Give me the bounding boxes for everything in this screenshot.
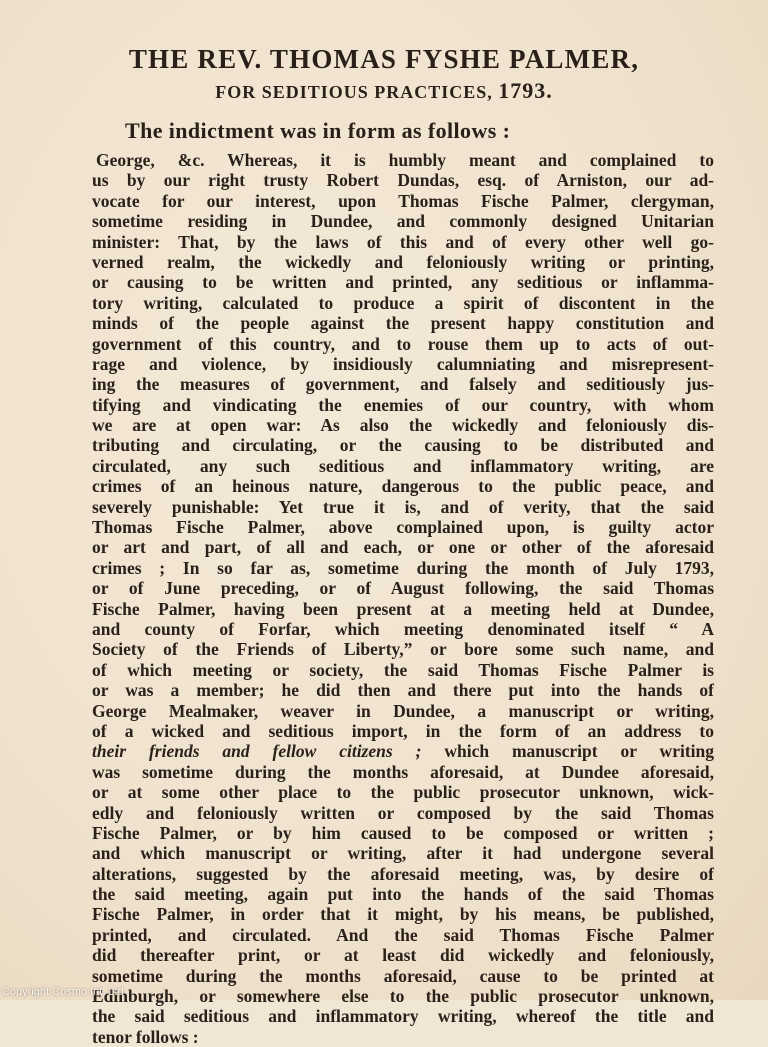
text-line: tenor follows : <box>92 1026 199 1047</box>
page-title: THE REV. THOMAS FYSHE PALMER, <box>128 44 640 74</box>
text-line: the said meeting, again put into the hands of the said Thomas <box>92 884 714 905</box>
text-line: and which manuscript or writing, after it had undergone several <box>92 843 714 864</box>
text-line: alterations, suggested by the aforesaid meeting, was, by desire of <box>92 863 714 884</box>
page-subtitle <box>0 78 768 104</box>
text-line: or of June preceding, or of August following, the said Thomas <box>92 578 714 599</box>
text-line: crimes ; In so far as, sometime during the month of July 1793, <box>92 557 714 578</box>
text-line: minister: That, by the laws of this and of every other well go- <box>92 231 714 252</box>
indictment-body <box>92 150 714 1047</box>
text-line: of a wicked and seditious import, in the form of an address to <box>92 720 714 741</box>
text-line: George Mealmaker, weaver in Dundee, a manuscript or writing, <box>92 700 714 721</box>
text-line: or causing to be written and printed, any seditious or inflamma- <box>92 272 714 293</box>
text-line: verned realm, the wickedly and feloniously writing or printing, <box>92 251 714 272</box>
text-line: crimes of an heinous nature, dangerous to the public peace, and <box>92 476 714 497</box>
text-line: circulated, any such seditious and inflammatory writing, are <box>92 455 714 476</box>
text-line: Fische Palmer, or by him caused to be composed or written ; <box>92 822 714 843</box>
text-line: did thereafter print, or at least did wickedly and feloniously, <box>92 945 714 966</box>
text-line: edly and feloniously written or composed by the said Thomas <box>92 802 714 823</box>
text-line: we are at open war: As also the wickedly and feloniously dis- <box>92 415 714 436</box>
text-line: government of this country, and to rouse them up to acts of out- <box>92 333 714 354</box>
text-line: was sometime during the months aforesaid, at Dundee aforesaid, <box>92 761 714 782</box>
subtitle-text: FOR SEDITIOUS PRACTICES, <box>215 82 499 102</box>
italic-phrase: their friends and fellow citizens ; <box>92 741 422 762</box>
text-line: and county of Forfar, which meeting denominated itself “ A <box>92 618 714 639</box>
text-line: or was a member; he did then and there put into the hands of <box>92 680 714 701</box>
text-line: George, &c. Whereas, it is humbly meant and complained to <box>96 150 714 170</box>
text-line: tributing and circulating, or the causing to be distributed and <box>92 435 714 456</box>
copyright-watermark: Copyright Cosmo Int. Ltd <box>2 986 124 998</box>
text-line: or at some other place to the public prosecutor unknown, wick- <box>92 782 714 803</box>
text-line: rage and violence, by insidiously calumniating and misrepresent- <box>92 353 714 374</box>
text-line: the said seditious and inflammatory writing, whereof the title and <box>92 1006 714 1027</box>
text-line: Thomas Fische Palmer, above complained upon, is guilty actor <box>92 517 714 538</box>
text-line: their friends and fellow citizens ; which manuscript or writing <box>92 741 714 762</box>
text-line: Fische Palmer, in order that it might, by his means, be published, <box>92 904 714 925</box>
text-line: minds of the people against the present happy constitution and <box>92 313 714 334</box>
text-line: of which meeting or society, the said Thomas Fische Palmer is <box>92 659 714 680</box>
text-line: tifying and vindicating the enemies of our country, with whom <box>92 394 714 415</box>
text-line: Fische Palmer, having been present at a meeting held at Dundee, <box>92 598 714 619</box>
text-line: vocate for our interest, upon Thomas Fische Palmer, clergyman, <box>92 190 714 211</box>
text-line: printed, and circulated. And the said Thomas Fische Palmer <box>92 924 714 945</box>
text-line: tory writing, calculated to produce a spirit of discontent in the <box>92 292 714 313</box>
text-line: Edinburgh, or somewhere else to the public prosecutor unknown, <box>92 986 714 1007</box>
text-line: or art and part, of all and each, or one or other of the aforesaid <box>92 537 714 558</box>
text-line: severely punishable: Yet true it is, and of verity, that the said <box>92 496 714 517</box>
text-line: sometime during the months aforesaid, cause to be printed at <box>92 965 714 986</box>
text-line: us by our right trusty Robert Dundas, esq. of Arniston, our ad- <box>92 170 714 191</box>
subtitle-year: 1793. <box>498 78 553 103</box>
text-line: Society of the Friends of Liberty,” or bore some such name, and <box>92 639 714 660</box>
text-line: sometime residing in Dundee, and commonly designed Unitarian <box>92 211 714 232</box>
text-line: ing the measures of government, and falsely and seditiously jus- <box>92 374 714 395</box>
indictment-intro: The indictment was in form as follows : <box>125 118 511 143</box>
